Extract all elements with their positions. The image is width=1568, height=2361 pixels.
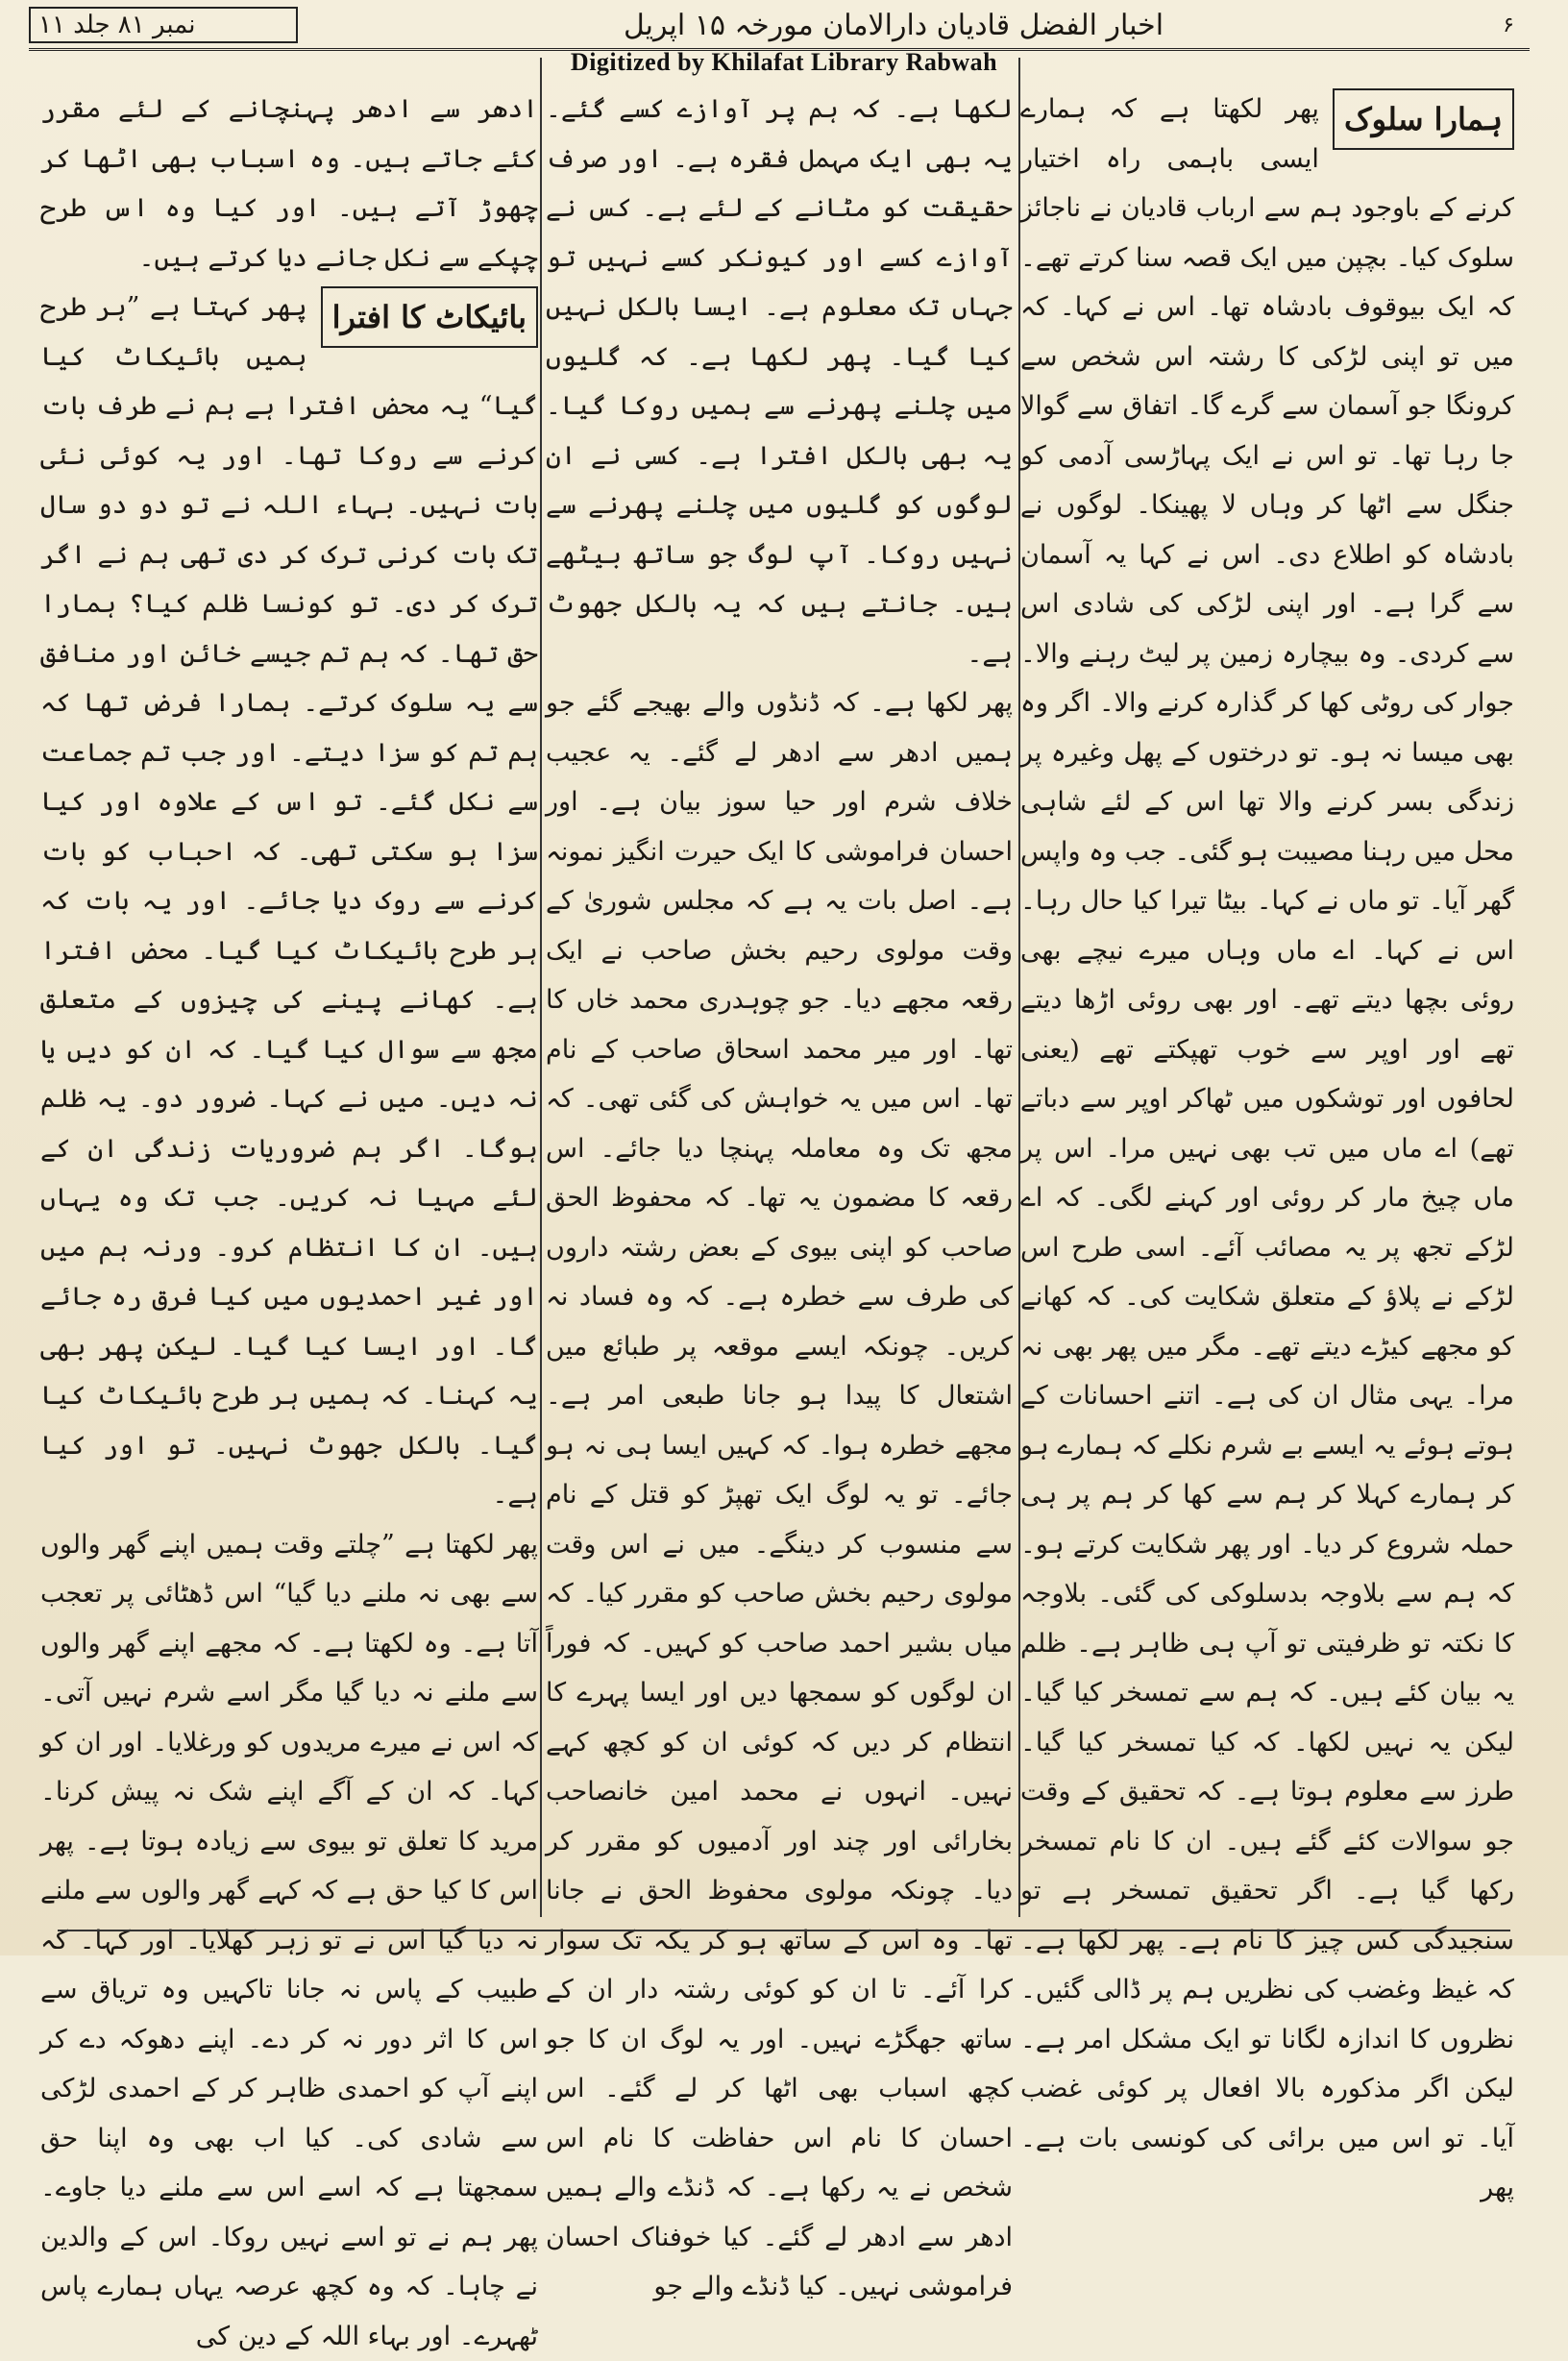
section-heading: بائیکاٹ کا افترا xyxy=(321,286,538,348)
article-paragraph: پھر لکھتا ہے کہ ہمارے ایسی باہمی راہ اختیار کرنے کے باوجود ہم سے ارباب قادیان نے ناجائز سلوک کیا۔ بچپن میں ایک قصہ سنا کرتے تھے۔ کہ ایک بیوقوف بادشاہ تھا۔ اس نے کہا۔ کہ میں تو اپنی لڑکی کا رشتہ اس شخص سے کرونگا جو آسمان سے گرے گا۔ اتفاق سے گوالا جا رہا تھا۔ تو اس نے ایک پہاڑسی آدمی کو جنگل سے اٹھا کر وہاں لا پھینکا۔ لوگوں نے بادشاہ کو اطلاع دی۔ اس نے کہا یہ آسمان سے گرا ہے۔ اور اپنی لڑکی کی شادی اس سے کردی۔ وہ بیچارہ زمین پر لیٹ رہنے والا۔ جوار کی روٹی کھا کر گذارہ کرنے والا۔ اگر وہ بھی میسا نہ ہو۔ تو درختوں کے پھل وغیرہ پر زندگی بسر کرنے والا تھا اس کے لئے شاہی محل میں رہنا مصیبت ہو گئی۔ جب وہ واپس گھر آیا۔ تو ماں نے کہا۔ بیٹا تیرا کیا حال رہا۔ اس نے کہا۔ اے ماں وہاں میرے نیچے بھی روئی بچھا دیتے تھے۔ اور بھی روئی اڑھا دیتے تھے اور اوپر سے خوب تھپکتے تھے (یعنی لحافوں اور توشکوں میں ٹھاکر اوپر سے دباتے تھے) اے ماں میں تب بھی نہیں مرا۔ اس پر ماں چیخ مار کر روئی اور کہنے لگی۔ کہ اے لڑکے تجھ پر یہ مصائب آئے۔ اسی طرح اس لڑکے نے پلاؤ کے متعلق شکایت کی۔ کہ کھانے کو مجھے کیڑے دیتے تھے۔ مگر میں پھر بھی نہ مرا۔ یہی مثال ان کی ہے۔ اتنے احسانات کے ہوتے ہوئے یہ ایسے بے شرم نکلے کہ ہمارے ہو کر ہمارے کہلا کر ہم سے کھا کر ہم پر ہی حملہ شروع کر دیا۔ اور پھر شکایت کرتے ہو۔ کہ ہم سے بلاوجہ بدسلوکی کی گئی۔ بلاوجہ کا نکتہ تو ظرفیتی تو آپ ہی ظاہر ہے۔ ظلم یہ بیان کئے ہیں۔ کہ ہم سے تمسخر کیا گیا۔ لیکن یہ نہیں لکھا۔ کہ کیا تمسخر کیا گیا۔ طرز سے معلوم ہوتا ہے۔ کہ تحقیق کے وقت جو سوالات کئے گئے ہیں۔ ان کا نام تمسخر رکھا گیا ہے۔ اگر تحقیق تمسخر ہے تو سنجیدگی کس چیز کا نام ہے۔ پھر لکھا ہے۔ کہ غیظ وغضب کی نظریں ہم پر ڈالی گئیں۔ نظروں کا اندازہ لگانا تو ایک مشکل امر ہے۔ لیکن اگر مذکورہ بالا افعال پر کوئی غضب آیا۔ تو اس میں برائی کی کونسی بات ہے۔ پھر xyxy=(1020,85,1514,2213)
column-middle xyxy=(546,85,1013,1915)
article-paragraph: پھر لکھا ہے۔ کہ ڈنڈوں والے بھیجے گئے جو ہمیں ادھر سے ادھر لے گئے۔ یہ عجیب خلاف شرم اور حیا سوز بیان ہے۔ اور احسان فراموشی کا ایک حیرت انگیز نمونہ ہے۔ اصل بات یہ ہے کہ مجلس شوریٰ کے وقت مولوی رحیم بخش صاحب نے ایک رقعہ مجھے دیا۔ جو چوہدری محمد خاں کا تھا۔ اور میر محمد اسحاق صاحب کے نام تھا۔ اس میں یہ خواہش کی گئی تھی۔ کہ مجھ تک وہ معاملہ پہنچا دیا جائے۔ اس رقعہ کا مضمون یہ تھا۔ کہ محفوظ الحق صاحب کو اپنی بیوی کے بعض رشتہ داروں کی طرف سے خطرہ ہے۔ کہ وہ فساد نہ کریں۔ چونکہ ایسے موقعہ پر طبائع میں اشتعال کا پیدا ہو جانا طبعی امر ہے۔ مجھے خطرہ ہوا۔ کہ کہیں ایسا ہی نہ ہو جائے۔ تو یہ لوگ ایک تھپڑ کو قتل کے نام سے منسوب کر دینگے۔ میں نے اس وقت مولوی رحیم بخش صاحب کو مقرر کیا۔ کہ میاں بشیر احمد صاحب کو کہیں۔ کہ فوراً ان لوگوں کو سمجھا دیں اور ایسا پہرے کا انتظام کر دیں کہ کوئی ان کو کچھ کہے نہیں۔ انہوں نے محمد امین خانصاحب بخارائی اور چند اور آدمیوں کو مقرر کر دیا۔ چونکہ مولوی محفوظ الحق نے جانا تھا۔ وہ اس کے ساتھ ہو کر یکہ تک سوار کرا آئے۔ تا ان کو کوئی رشتہ دار ان کے ساتھ جھگڑے نہیں۔ اور یہ لوگ ان کا جو کچھ اسباب بھی اٹھا کر لے گئے۔ اس احسان کا نام اس حفاظت کا نام اس شخص نے یہ رکھا ہے۔ کہ ڈنڈے والے ہمیں ادھر سے ادھر لے گئے۔ کیا خوفناک احسان فراموشی نہیں۔ کیا ڈنڈے والے جو xyxy=(546,678,1013,2312)
page-number: ۶ xyxy=(1489,13,1528,37)
footer-rule xyxy=(58,1930,1510,1931)
column-divider xyxy=(540,58,542,1917)
article-paragraph: پھر کہتا ہے ”ہر طرح ہمیں بائیکاٹ کیا گیا“ یہ محض افترا ہے ہم نے طرف بات کرنے سے روکا تھا۔ اور یہ کوئی نئی بات نہیں۔ بہاء اللہ نے تو دو دو سال تک بات کرنی ترک کر دی تھی ہم نے اگر ترک کر دی۔ تو کونسا ظلم کیا؟ ہمارا حق تھا۔ کہ ہم تم جیسے خائن اور منافق سے یہ سلوک کرتے۔ ہمارا فرض تھا کہ ہم تم کو سزا دیتے۔ اور جب تم جماعت سے نکل گئے۔ تو اس کے علاوہ اور کیا سزا ہو سکتی تھی۔ کہ احباب کو بات کرنے سے روک دیا جائے۔ اور یہ بات کہ ہر طرح بائیکاٹ کیا گیا۔ محض افترا ہے۔ کھانے پینے کی چیزوں کے متعلق مجھ سے سوال کیا گیا۔ کہ ان کو دیں یا نہ دیں۔ میں نے کہا۔ ضرور دو۔ یہ ظلم ہوگا۔ اگر ہم ضروریات زندگی ان کے لئے مہیا نہ کریں۔ جب تک وہ یہاں ہیں۔ ان کا انتظام کرو۔ ورنہ ہم میں اور غیر احمدیوں میں کیا فرق رہ جائے گا۔ اور ایسا کیا گیا۔ لیکن پھر بھی یہ کہنا۔ کہ ہمیں ہر طرح بائیکاٹ کیا گیا۔ بالکل جھوٹ نہیں۔ تو اور کیا ہے۔ xyxy=(40,283,538,1520)
column-right xyxy=(1020,85,1514,1915)
column-left xyxy=(40,85,538,1915)
masthead: اخبار الفضل قادیان دارالامان مورخہ ۱۵ اپریل xyxy=(298,9,1489,42)
article-paragraph: لکھا ہے۔ کہ ہم پر آوازے کسے گئے۔ یہ بھی ایک مہمل فقرہ ہے۔ اور صرف حقیقت کو مٹانے کے لئے ہے۔ کس نے آوازے کسے اور کیونکر کسے نہیں تو جہاں تک معلوم ہے۔ ایسا بالکل نہیں کیا گیا۔ پھر لکھا ہے۔ کہ گلیوں میں چلنے پھرنے سے ہمیں روکا گیا۔ یہ بھی بالکل افترا ہے۔ کسی نے ان لوگوں کو گلیوں میں چلنے پھرنے سے نہیں روکا۔ آپ لوگ جو ساتھ بیٹھے ہیں۔ جانتے ہیں کہ یہ بالکل جھوٹ ہے۔ xyxy=(546,85,1013,678)
section-heading: ہمارا سلوک xyxy=(1333,88,1514,150)
page-header xyxy=(29,2,1528,48)
issue-number: نمبر ۸۱ جلد ۱۱ xyxy=(29,7,298,43)
digitized-credit: Digitized by Khilafat Library Rabwah xyxy=(0,48,1568,77)
article-paragraph: ادھر سے ادھر پہنچانے کے لئے مقرر کئے جاتے ہیں۔ وہ اسباب بھی اٹھا کر چھوڑ آتے ہیں۔ اور کیا وہ اس طرح چپکے سے نکل جانے دیا کرتے ہیں۔ xyxy=(40,85,538,283)
article-paragraph: پھر لکھتا ہے ”چلتے وقت ہمیں اپنے گھر والوں سے بھی نہ ملنے دیا گیا“ اس ڈھٹائی پر تعجب آتا ہے۔ وہ لکھتا ہے۔ کہ مجھے اپنے گھر والوں سے ملنے نہ دیا گیا مگر اسے شرم نہیں آتی۔ کہ اس نے میرے مریدوں کو ورغلایا۔ اور ان کو کہا۔ کہ ان کے آگے اپنے شک نہ پیش کرنا۔ مرید کا تعلق تو بیوی سے زیادہ ہوتا ہے۔ پھر اس کا کیا حق ہے کہ کہے گھر والوں سے ملنے نہ دیا گیا اس نے تو زہر کھلایا۔ اور کہا۔ کہ طبیب کے پاس نہ جانا تاکہیں وہ تریاق سے اس کا اثر دور نہ کر دے۔ اپنے دھوکہ دے کر اپنے آپ کو احمدی ظاہر کر کے احمدی لڑکی سے شادی کی۔ کیا اب بھی وہ اپنا حق سمجھتا ہے کہ اسے اس سے ملنے دیا جاوے۔ پھر ہم نے تو اسے نہیں روکا۔ اس کے والدین نے چاہا۔ کہ وہ کچھ عرصہ یہاں ہمارے پاس ٹھہرے۔ اور بہاء اللہ کے دین کی xyxy=(40,1520,538,2361)
